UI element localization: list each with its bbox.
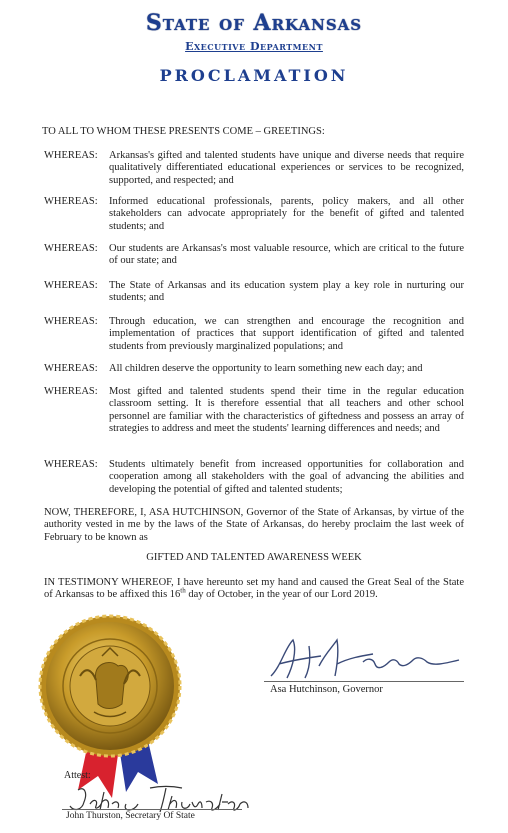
great-seal-icon [38, 614, 188, 804]
governor-signature [263, 636, 473, 684]
whereas-paragraph [44, 150, 464, 187]
governor-name: Asa Hutchinson, Governor [270, 684, 383, 695]
greeting: TO ALL TO WHOM THESE PRESENTS COME – GREETINGS: [42, 126, 325, 137]
now-therefore-paragraph: NOW, THEREFORE, I, ASA HUTCHINSON, Governor of the State of Arkansas, by virtue of the authority vested in me by the laws of the State of Arkansas, do hereby proclaim the last week of February to be known as [44, 507, 464, 543]
attest-label: Attest: [64, 770, 91, 781]
whereas-text: Arkansas's gifted and talented students have unique and diverse needs that require qualitatively differentiated educational experiences or services to be recognized, supported, and respected; and [109, 150, 464, 186]
whereas-keyword: WHEREAS: [44, 459, 98, 470]
testimony-paragraph [44, 577, 464, 602]
week-name: GIFTED AND TALENTED AWARENESS WEEK [146, 552, 362, 563]
whereas-paragraph [44, 459, 464, 496]
proclamation-title: PROCLAMATION [159, 66, 349, 85]
whereas-keyword: WHEREAS: [44, 196, 98, 207]
whereas-text: The State of Arkansas and its education system play a key role in nurturing our students; and [109, 280, 464, 304]
whereas-text: All children deserve the opportunity to learn something new each day; and [109, 363, 423, 374]
testimony-text: IN TESTIMONY WHEREOF, I have hereunto set my hand and caused the Great Seal of the State of Arkansas to be affixed this 16 [44, 577, 464, 601]
whereas-paragraph [44, 363, 464, 375]
whereas-keyword: WHEREAS: [44, 386, 98, 397]
whereas-paragraph [44, 316, 464, 353]
testimony-text: day of October, in the year of our Lord 2019. [185, 589, 378, 601]
whereas-paragraph [44, 243, 464, 268]
testimony-ordinal: th [180, 586, 186, 595]
state-heading: State of Arkansas [145, 10, 363, 36]
governor-signature-line [264, 681, 464, 682]
secretary-name: John Thurston, Secretary Of State [66, 811, 195, 821]
whereas-paragraph [44, 196, 464, 233]
whereas-text: Through education, we can strengthen and encourage the recognition and implementation of practices that support identification of gifted and talented students from previously marginalized populations; and [109, 316, 464, 352]
whereas-keyword: WHEREAS: [44, 363, 98, 374]
whereas-text: Most gifted and talented students spend their time in the regular education classroom setting. It is therefore essential that all teachers and other school personnel are familiar with the characteristics of giftedness and possess an array of strategies to address and meet the students' learning differences and needs; and [109, 386, 464, 434]
whereas-paragraph [44, 280, 464, 305]
whereas-text: Students ultimately benefit from increased opportunities for collaboration and cooperation among all stakeholders with the goal of advancing the abilities and developing the potential of gifted and talented students; [109, 459, 464, 495]
whereas-keyword: WHEREAS: [44, 243, 98, 254]
secretary-signature-line [62, 809, 242, 810]
whereas-paragraph [44, 386, 464, 435]
whereas-text: Informed educational professionals, parents, policy makers, and all other stakeholders can advocate appropriately for the benefit of gifted and talented students; and [109, 196, 464, 232]
whereas-keyword: WHEREAS: [44, 150, 98, 161]
whereas-text: Our students are Arkansas's most valuable resource, which are critical to the future of our state; and [109, 243, 464, 267]
whereas-keyword: WHEREAS: [44, 280, 98, 291]
whereas-keyword: WHEREAS: [44, 316, 98, 327]
department-heading: Executive Department [185, 40, 323, 53]
